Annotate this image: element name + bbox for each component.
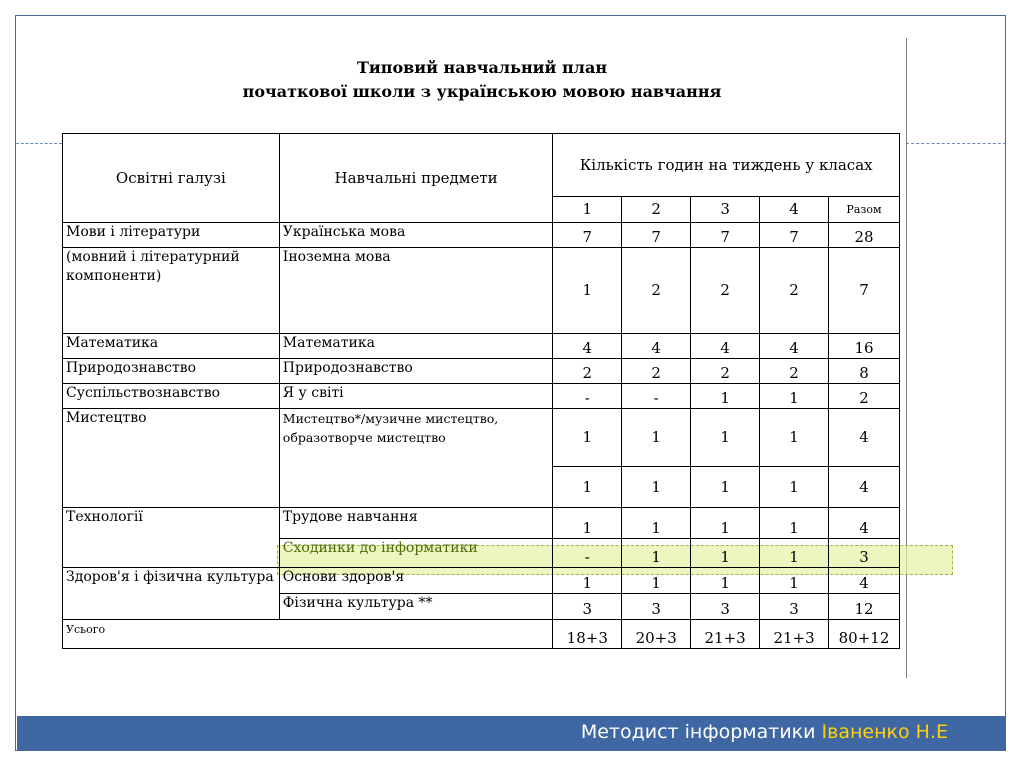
total-value: 20+3 [622, 620, 691, 649]
value-cell: 1 [691, 409, 760, 467]
table-row [63, 384, 900, 409]
value-cell: 7 [829, 248, 900, 334]
dashed-divider-right [906, 143, 1006, 144]
subject-cell: Мистецтво*/музичне мистецтво, образотворче мистецтво [279, 409, 553, 508]
table-row [63, 334, 900, 359]
value-cell: - [622, 384, 691, 409]
vertical-divider [906, 38, 907, 678]
value-cell: 1 [691, 568, 760, 594]
table-row [63, 568, 900, 594]
area-cell: (мовний і літературний компоненти) [63, 248, 280, 334]
header-areas: Освітні галузі [63, 134, 280, 223]
header-subjects: Навчальні предмети [279, 134, 553, 223]
area-cell: Мови і літератури [63, 223, 280, 248]
footer-text [581, 721, 948, 743]
value-cell: 2 [691, 248, 760, 334]
grade-2: 2 [622, 197, 691, 223]
value-cell: 7 [691, 223, 760, 248]
value-cell: 2 [760, 248, 829, 334]
value-cell: 1 [691, 539, 760, 568]
table-row [63, 359, 900, 384]
value-cell: 1 [760, 539, 829, 568]
value-cell: 1 [553, 508, 622, 539]
value-cell: 12 [829, 594, 900, 620]
table-row [63, 223, 900, 248]
footer-bar [17, 716, 1006, 750]
value-cell: 1 [553, 248, 622, 334]
table-row [63, 248, 900, 334]
subject-cell: Я у світі [279, 384, 553, 409]
total-value: 21+3 [760, 620, 829, 649]
value-cell: 1 [622, 568, 691, 594]
value-cell: 2 [760, 359, 829, 384]
value-cell: 3 [760, 594, 829, 620]
value-cell: 2 [829, 384, 900, 409]
total-label: Усього [63, 620, 553, 649]
value-cell: 4 [622, 334, 691, 359]
grade-3: 3 [691, 197, 760, 223]
value-cell: 28 [829, 223, 900, 248]
value-cell: 2 [622, 359, 691, 384]
area-cell: Технології [63, 508, 280, 568]
value-cell: 4 [553, 334, 622, 359]
value-cell: 16 [829, 334, 900, 359]
subject-cell: Природознавство [279, 359, 553, 384]
total-value: 18+3 [553, 620, 622, 649]
table-row [63, 508, 900, 539]
value-cell: 1 [622, 539, 691, 568]
value-cell: - [553, 384, 622, 409]
title-line-2: початкової школи з українською мовою навчання [242, 82, 722, 101]
area-cell: Суспільствознавство [63, 384, 280, 409]
value-cell: 1 [553, 568, 622, 594]
value-cell: 4 [829, 508, 900, 539]
value-cell: 3 [829, 539, 900, 568]
footer-author: Іваненко Н.Е [821, 721, 948, 743]
value-cell: 1 [691, 508, 760, 539]
value-cell: 1 [553, 467, 622, 508]
title-line-1: Типовий навчальний план [356, 58, 608, 77]
curriculum-table [62, 133, 900, 649]
value-cell: 1 [622, 467, 691, 508]
value-cell: 3 [553, 594, 622, 620]
page-title [62, 56, 902, 104]
value-cell: 1 [622, 508, 691, 539]
value-cell: 3 [691, 594, 760, 620]
table-row [63, 409, 900, 467]
value-cell: 8 [829, 359, 900, 384]
grade-total: Разом [829, 197, 900, 223]
value-cell: 7 [760, 223, 829, 248]
value-cell: 4 [829, 568, 900, 594]
value-cell: 1 [760, 568, 829, 594]
value-cell: 2 [691, 359, 760, 384]
value-cell: 1 [553, 409, 622, 467]
value-cell: 4 [760, 334, 829, 359]
total-value: 80+12 [829, 620, 900, 649]
subject-cell: Українська мова [279, 223, 553, 248]
value-cell: 2 [622, 248, 691, 334]
value-cell: 1 [691, 467, 760, 508]
value-cell: 1 [760, 508, 829, 539]
subject-cell: Іноземна мова [279, 248, 553, 334]
grade-1: 1 [553, 197, 622, 223]
value-cell: 2 [553, 359, 622, 384]
value-cell: 7 [553, 223, 622, 248]
area-cell: Мистецтво [63, 409, 280, 508]
value-cell: 4 [829, 409, 900, 467]
subject-cell: Трудове навчання [279, 508, 553, 539]
footer-role: Методист інформатики [580, 721, 816, 743]
value-cell: 4 [691, 334, 760, 359]
grade-4: 4 [760, 197, 829, 223]
header-hours: Кількість годин на тиждень у класах [553, 134, 900, 197]
dashed-divider-left [16, 143, 62, 144]
value-cell: 1 [760, 384, 829, 409]
area-cell: Здоров'я і фізична культура [63, 568, 280, 620]
subject-cell: Основи здоров'я [279, 568, 553, 594]
subject-cell: Сходинки до інформатики [279, 539, 553, 568]
value-cell: 4 [829, 467, 900, 508]
value-cell: - [553, 539, 622, 568]
value-cell: 1 [760, 467, 829, 508]
value-cell: 1 [760, 409, 829, 467]
header-row [63, 134, 900, 197]
value-cell: 3 [622, 594, 691, 620]
value-cell: 1 [622, 409, 691, 467]
value-cell: 1 [691, 384, 760, 409]
area-cell: Математика [63, 334, 280, 359]
area-cell: Природознавство [63, 359, 280, 384]
value-cell: 7 [622, 223, 691, 248]
total-row [63, 620, 900, 649]
subject-cell: Математика [279, 334, 553, 359]
subject-cell: Фізична культура ** [279, 594, 553, 620]
total-value: 21+3 [691, 620, 760, 649]
